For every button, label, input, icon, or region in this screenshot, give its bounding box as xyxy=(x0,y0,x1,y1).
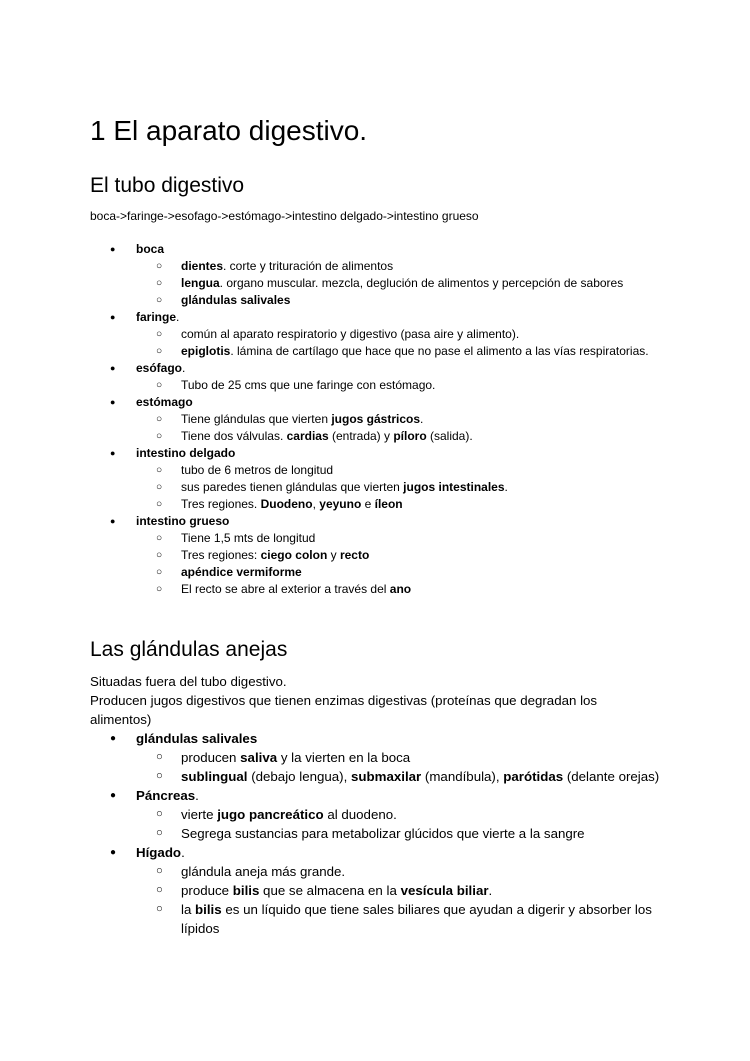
bold-term: Duodeno xyxy=(260,497,313,511)
sub-list-item: ○ común al aparato respiratorio y digestivo (pasa aire y alimento). xyxy=(156,327,520,341)
bold-term: glándulas salivales xyxy=(181,293,291,307)
circle-bullet-icon: ○ xyxy=(156,903,163,915)
sub-list-item: ○ epiglotis. lámina de cartílago que hace que no pase el alimento a las vías respiratorias. xyxy=(156,344,649,358)
sub-list-item: ○ Tiene glándulas que vierten jugos gástricos. xyxy=(156,412,424,426)
circle-bullet-icon: ○ xyxy=(156,533,163,544)
sub-list-item: ○ Tiene 1,5 mts de longitud xyxy=(156,531,316,545)
bullet-icon: ● xyxy=(110,363,116,373)
circle-bullet-icon: ○ xyxy=(156,465,163,476)
bullet-icon: ● xyxy=(110,847,117,858)
circle-bullet-icon: ○ xyxy=(156,584,163,595)
list-item: ● Hígado. xyxy=(110,845,185,860)
glandulas-intro xyxy=(90,672,660,729)
item-term: Hígado xyxy=(136,845,182,860)
circle-bullet-icon: ○ xyxy=(156,346,163,357)
bold-term: píloro xyxy=(393,429,427,443)
item-term: esófago xyxy=(136,361,183,375)
section-heading-glandulas-anejas: Las glándulas anejas xyxy=(90,638,288,661)
bold-term: lengua xyxy=(181,276,220,290)
sub-list-item xyxy=(90,564,670,581)
item-term: boca xyxy=(136,242,165,256)
sub-list-item: ○ producen saliva y la vierten en la boca xyxy=(156,750,411,765)
circle-bullet-icon: ○ xyxy=(156,499,163,510)
sub-list-item: ○ lengua. organo muscular. mezcla, deglución de alimentos y percepción de sabores xyxy=(156,276,624,290)
bold-term: ano xyxy=(389,582,412,596)
bold-term: dientes xyxy=(181,259,224,273)
sub-list-item: ○ glándula aneja más grande. xyxy=(156,864,346,879)
bold-term: yeyuno xyxy=(319,497,362,511)
bold-term: jugo pancreático xyxy=(217,807,324,822)
item-term: intestino grueso xyxy=(136,514,230,528)
sub-list-item: ○ Tiene dos válvulas. cardias (entrada) y píloro (salida). xyxy=(156,429,473,443)
item-term: Páncreas xyxy=(136,788,196,803)
bold-term: parótidas xyxy=(503,769,564,784)
list-item xyxy=(90,241,670,258)
circle-bullet-icon: ○ xyxy=(156,884,163,896)
sub-list-item: ○ El recto se abre al exterior a través del ano xyxy=(156,582,412,596)
list-item xyxy=(90,729,670,748)
list-item: ● esófago. xyxy=(110,361,186,375)
intro-line-2: Producen jugos digestivos que tienen enzimas digestivas (proteínas que degradan los alimentos) xyxy=(90,693,598,727)
circle-bullet-icon: ○ xyxy=(156,808,163,820)
circle-bullet-icon: ○ xyxy=(156,482,163,493)
circle-bullet-icon: ○ xyxy=(156,414,163,425)
list-item xyxy=(90,445,670,462)
digestive-flow-text: boca->faringe->esofago->estómago->intestino delgado->intestino grueso xyxy=(90,209,479,223)
list-item: ● faringe. xyxy=(110,310,180,324)
glandulas-anejas-list xyxy=(90,729,670,938)
circle-bullet-icon: ○ xyxy=(156,567,163,578)
item-term: glándulas salivales xyxy=(136,731,258,746)
circle-bullet-icon: ○ xyxy=(156,865,163,877)
bold-term: apéndice vermiforme xyxy=(181,565,302,579)
bold-term: bilis xyxy=(232,883,260,898)
bold-term: íleon xyxy=(374,497,403,511)
circle-bullet-icon: ○ xyxy=(156,295,163,306)
sub-list-item: ○ sublingual (debajo lengua), submaxilar (mandíbula), parótidas (delante orejas) xyxy=(156,769,660,784)
circle-bullet-icon: ○ xyxy=(156,550,163,561)
sub-list-item: ○ Tubo de 25 cms que une faringe con estómago. xyxy=(156,378,436,392)
bold-term: jugos intestinales xyxy=(403,480,505,494)
bold-term: bilis xyxy=(195,902,222,917)
sub-list-item: ○ tubo de 6 metros de longitud xyxy=(156,463,334,477)
circle-bullet-icon: ○ xyxy=(156,770,163,782)
bold-term: recto xyxy=(339,548,370,562)
bullet-icon: ● xyxy=(110,516,116,526)
sub-list-item: ○ Tres regiones. Duodeno, yeyuno e íleon xyxy=(156,497,403,511)
bullet-icon: ● xyxy=(110,397,116,407)
bold-term: jugos gástricos xyxy=(331,412,421,426)
circle-bullet-icon: ○ xyxy=(156,827,163,839)
bold-term: vesícula biliar xyxy=(400,883,489,898)
sub-list-item: ○ sus paredes tienen glándulas que vierten jugos intestinales. xyxy=(156,480,508,494)
bold-term: ciego colon xyxy=(260,548,328,562)
sub-list-item: ○ produce bilis que se almacena en la vesícula biliar. xyxy=(156,883,493,898)
circle-bullet-icon: ○ xyxy=(156,278,163,289)
bullet-icon: ● xyxy=(110,790,117,801)
sub-list-item: ○ Segrega sustancias para metabolizar glúcidos que vierte a la sangre xyxy=(156,826,585,841)
bullet-icon: ● xyxy=(110,244,116,254)
item-term: estómago xyxy=(136,395,193,409)
section-heading-tubo-digestivo: El tubo digestivo xyxy=(90,174,245,197)
bold-term: epiglotis xyxy=(181,344,231,358)
item-term: faringe xyxy=(136,310,177,324)
list-item xyxy=(90,513,670,530)
circle-bullet-icon: ○ xyxy=(156,431,163,442)
bold-term: saliva xyxy=(240,750,278,765)
bullet-icon: ● xyxy=(110,448,116,458)
bullet-icon: ● xyxy=(110,733,117,744)
sub-list-item: ○ la bilis es un líquido que tiene sales biliares que ayudan a digerir y absorber los lípidos xyxy=(156,902,652,936)
circle-bullet-icon: ○ xyxy=(156,261,163,272)
item-term: intestino delgado xyxy=(136,446,236,460)
tubo-digestivo-list xyxy=(90,241,670,598)
sub-list-item: ○ Tres regiones: ciego colon y recto xyxy=(156,548,370,562)
bold-term: submaxilar xyxy=(351,769,422,784)
intro-line-1: Situadas fuera del tubo digestivo. xyxy=(90,674,287,689)
sub-list-item: ○ vierte jugo pancreático al duodeno. xyxy=(156,807,397,822)
page-title: 1 El aparato digestivo. xyxy=(90,115,368,146)
circle-bullet-icon: ○ xyxy=(156,329,163,340)
list-item: ● Páncreas. xyxy=(110,788,199,803)
list-item xyxy=(90,394,670,411)
sub-list-item: ○ dientes. corte y trituración de alimentos xyxy=(156,259,394,273)
bold-term: cardias xyxy=(286,429,329,443)
bold-term: sublingual xyxy=(181,769,248,784)
circle-bullet-icon: ○ xyxy=(156,751,163,763)
bullet-icon: ● xyxy=(110,312,116,322)
sub-list-item xyxy=(90,292,670,309)
circle-bullet-icon: ○ xyxy=(156,380,163,391)
